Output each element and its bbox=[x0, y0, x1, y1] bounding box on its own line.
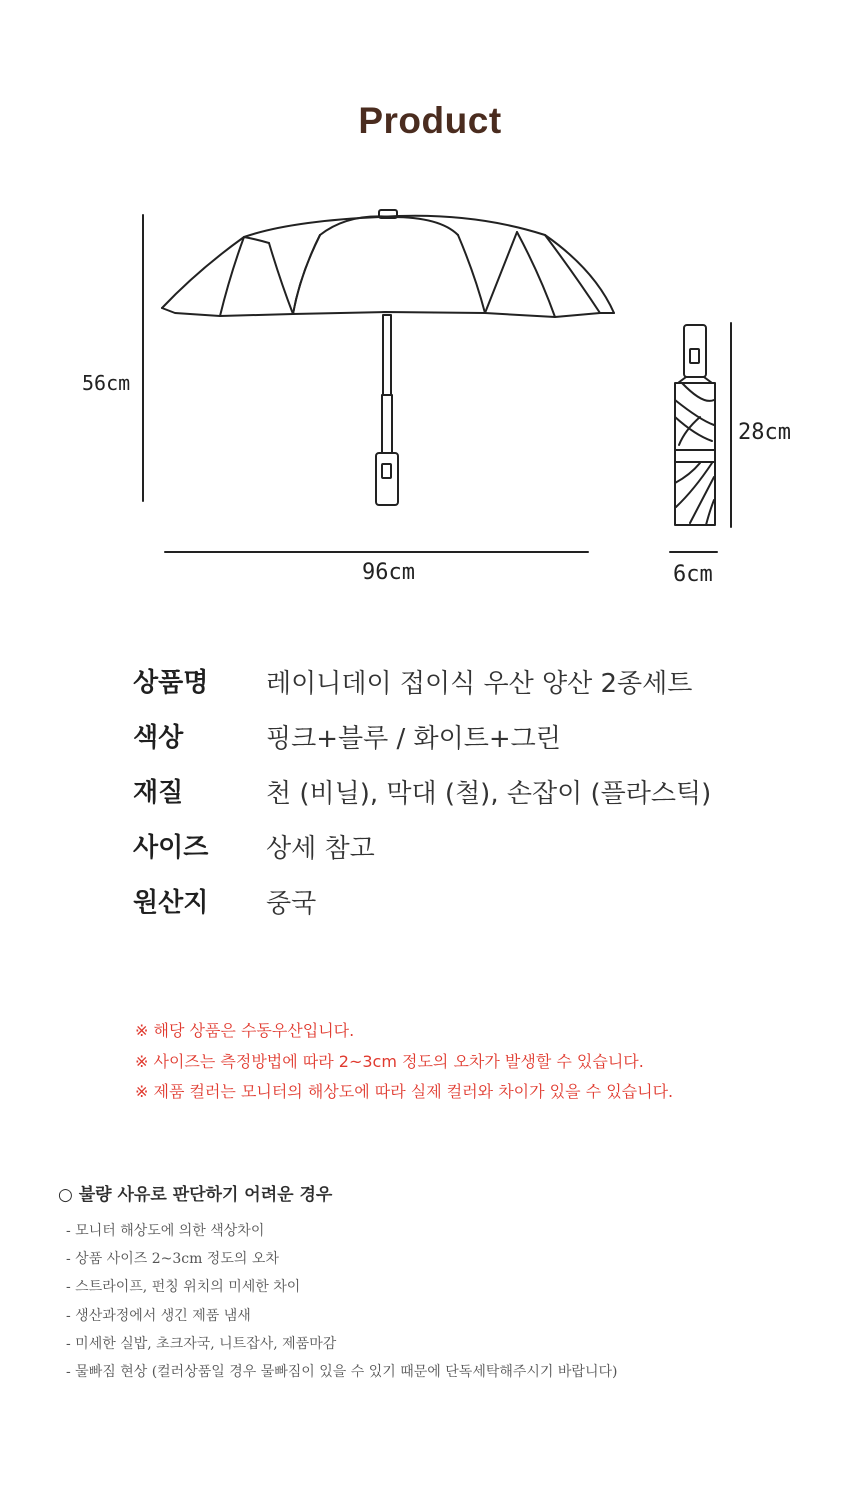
list-item: - 물빠짐 현상 (컬러상품일 경우 물빠짐이 있을 수 있기 때문에 단독세탁해주시기 바랍니다) bbox=[66, 1364, 618, 1381]
spec-row-product-name bbox=[133, 662, 773, 717]
notice-block bbox=[135, 1016, 673, 1108]
spec-key: 색상 bbox=[133, 723, 184, 753]
width-open-label: 96cm bbox=[362, 560, 415, 585]
width-folded-label: 6cm bbox=[673, 562, 713, 587]
spec-value: 레이니데이 접이식 우산 양산 2종세트 bbox=[266, 669, 693, 699]
spec-row-material bbox=[133, 772, 773, 827]
notice-line: ※ 사이즈는 측정방법에 따라 2~3cm 정도의 오차가 발생할 수 있습니다. bbox=[135, 1051, 644, 1071]
spec-key: 상품명 bbox=[133, 668, 209, 698]
list-item: - 모니터 해상도에 의한 색상차이 bbox=[66, 1223, 265, 1239]
spec-row-color bbox=[133, 717, 773, 772]
spec-value: 천 (비닐), 막대 (철), 손잡이 (플라스틱) bbox=[266, 779, 712, 809]
spec-row-origin bbox=[133, 882, 773, 937]
defect-policy bbox=[58, 1180, 617, 1386]
spec-row-size bbox=[133, 827, 773, 882]
list-item: - 상품 사이즈 2~3cm 정도의 오차 bbox=[66, 1251, 279, 1268]
list-item: - 생산과정에서 생긴 제품 냄새 bbox=[66, 1307, 251, 1324]
notice-line: ※ 제품 컬러는 모니터의 해상도에 따라 실제 컬러와 차이가 있을 수 있습니다. bbox=[135, 1082, 674, 1101]
folded-umbrella bbox=[675, 325, 715, 525]
spec-value: 핑크+블루 / 화이트+그린 bbox=[266, 724, 561, 754]
umbrella-shaft bbox=[376, 315, 398, 505]
notice-line: ※ 해당 상품은 수동우산입니다. bbox=[135, 1021, 355, 1040]
umbrella-canopy bbox=[162, 210, 614, 317]
umbrella-drawing bbox=[0, 195, 860, 605]
umbrella-diagram bbox=[0, 195, 860, 605]
spec-key: 사이즈 bbox=[133, 833, 209, 863]
height-open-label: 56cm bbox=[82, 371, 131, 395]
spec-key: 원산지 bbox=[133, 888, 209, 918]
spec-key: 재질 bbox=[133, 778, 184, 808]
list-item: - 미세한 실밥, 초크자국, 니트잡사, 제품마감 bbox=[66, 1335, 337, 1352]
defect-policy-title: ○ 불량 사유로 판단하기 어려운 경우 bbox=[58, 1185, 333, 1205]
list-item: - 스트라이프, 펀칭 위치의 미세한 차이 bbox=[66, 1279, 301, 1296]
spec-value: 중국 bbox=[266, 889, 317, 919]
spec-table bbox=[133, 662, 773, 937]
spec-value: 상세 참고 bbox=[266, 834, 375, 864]
height-folded-label: 28cm bbox=[738, 420, 791, 445]
page-title: Product bbox=[358, 100, 502, 141]
